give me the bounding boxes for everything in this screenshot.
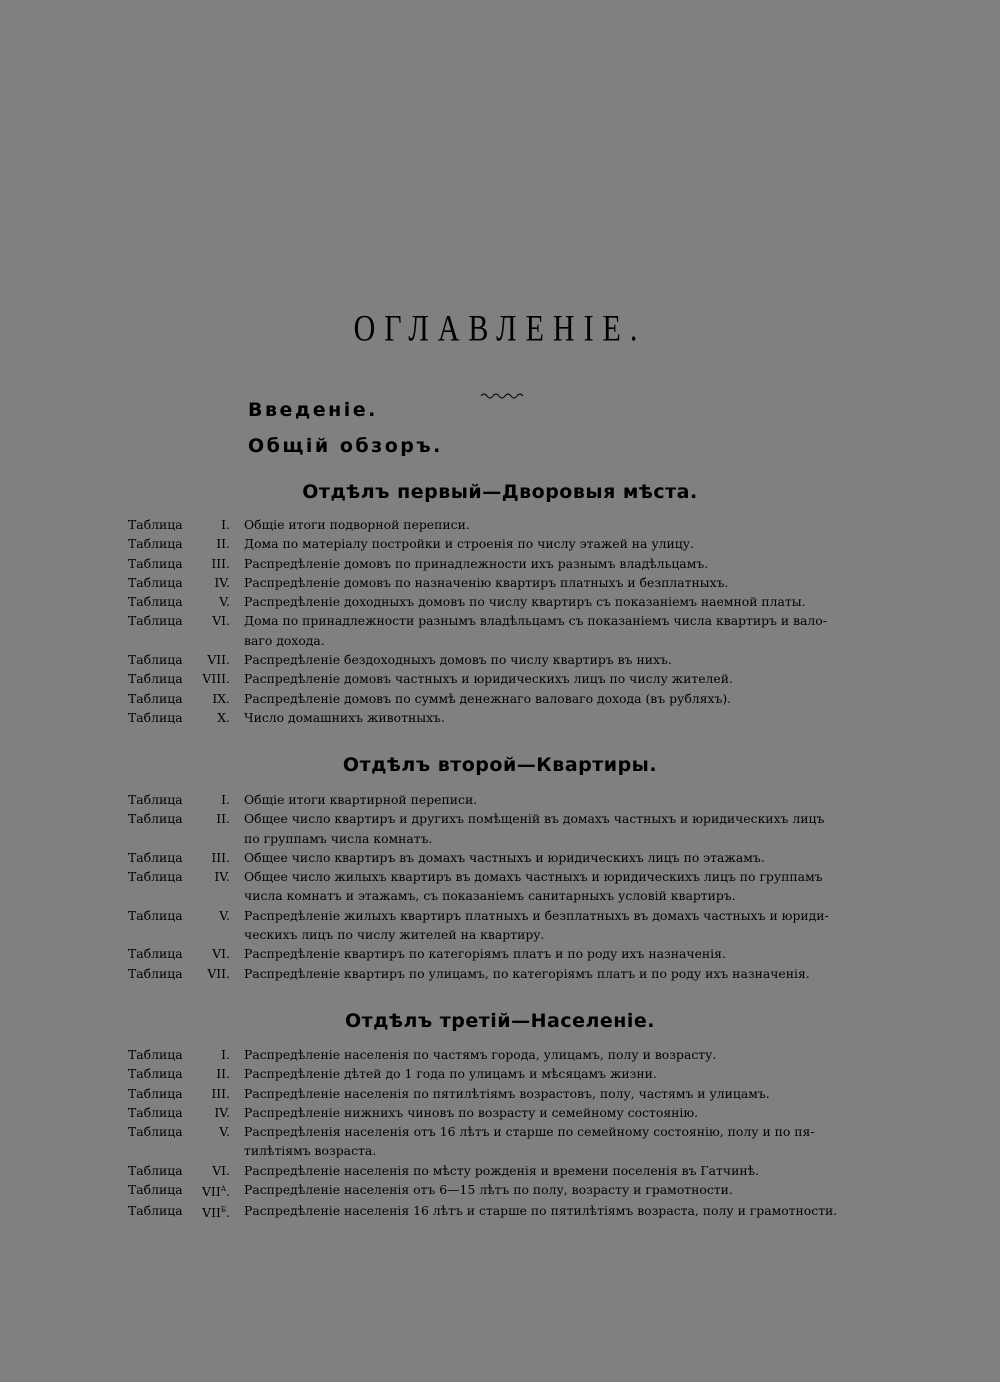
list-item: Таблица IX. Распредѣленіе домовъ по суммѣ денежнаго валоваго дохода (въ рубляхъ). xyxy=(128,690,732,706)
list-item: Таблица II. Общее число квартиръ и другихъ помѣщеній въ домахъ частныхъ и юридическихъ лицъ по группамъ числа комнатъ. xyxy=(128,811,825,846)
page-title: ОГЛАВЛЕНІЕ. xyxy=(353,307,647,349)
section-title-2: Отдѣлъ второй—Квартиры. xyxy=(342,754,658,776)
intro-item-introduction: Введеніе. xyxy=(248,399,378,421)
list-item: Таблица V. Распредѣленіе жилыхъ квартиръ платныхъ и безплатныхъ въ домахъ частныхъ и юриди- ческихъ лицъ по числу жителей на квартиру. xyxy=(128,907,829,943)
section-title-1: Отдѣлъ первый—Дворовыя мѣста. xyxy=(302,481,698,503)
list-item: Таблица II. Распредѣленіе дѣтей до 1 года по улицамъ и мѣсяцамъ жизни. xyxy=(128,1066,657,1082)
list-item: Таблица VIII. Распредѣленіе домовъ частныхъ и юридическихъ лицъ по числу жителей. xyxy=(128,671,733,687)
list-item: Таблица III. Распредѣленіе населенія по пятилѣтіямъ возрастовъ, полу, частямъ и улицамъ. xyxy=(128,1085,770,1101)
list-item: Таблица IV. Распредѣленіе нижнихъ чиновъ по возрасту и семейному состоянію. xyxy=(128,1104,699,1120)
list-item: Таблица $VII^Б$. Распредѣленіе населенія 16 лѣтъ и старше по пятилѣтіямъ возраста, полу и грамотности. xyxy=(128,1203,838,1221)
list-item: Таблица VI. Распредѣленіе населенія по мѣсту рожденія и времени поселенія въ Гатчинѣ. xyxy=(128,1162,759,1178)
list-item: Таблица VI. Дома по принадлежности разнымъ владѣльцамъ съ показаніемъ числа квартиръ и вало- ваго дохода. xyxy=(128,613,827,648)
list-item: Таблица I. Общіе итоги подворной переписи. xyxy=(128,517,470,532)
decorative-flourish-icon xyxy=(480,390,526,400)
list-item: Таблица I. Распредѣленіе населенія по частямъ города, улицамъ, полу и возрасту. xyxy=(128,1047,717,1062)
list-item: Таблица VII. Распредѣленіе квартиръ по улицамъ, по категоріямъ платъ и по роду ихъ назначенія. xyxy=(128,965,810,981)
list-item: Таблица V. Распредѣленіе доходныхъ домовъ по числу квартиръ съ показаніемъ наемной платы. xyxy=(128,594,806,610)
list-item: Таблица X. Число домашнихъ животныхъ. xyxy=(128,709,445,725)
list-item: Таблица III. Распредѣленіе домовъ по принадлежности ихъ разнымъ владѣльцамъ. xyxy=(128,555,709,571)
section-2-table-list xyxy=(128,790,888,983)
intro-item-overview: Общій обзоръ. xyxy=(248,435,443,457)
list-item: Таблица I. Общіе итоги квартирной переписи. xyxy=(128,792,478,807)
list-item: Таблица II. Дома по матеріалу постройки и строенія по числу этажей на улицу. xyxy=(128,536,695,552)
section-3-table-list xyxy=(128,1045,888,1223)
list-item: Таблица VI. Распредѣленіе квартиръ по категоріямъ платъ и по роду ихъ назначенія. xyxy=(128,946,726,962)
section-1-table-list xyxy=(128,515,888,727)
list-item: Таблица V. Распредѣленія населенія отъ 16 лѣтъ и старше по семейному состоянію, полу и по пя- тилѣтіямъ возраста. xyxy=(128,1124,815,1159)
list-item: Таблица IV. Общее число жилыхъ квартиръ въ домахъ частныхъ и юридическихъ лицъ по группамъ числа комнатъ и этажамъ, съ показаніемъ санитарныхъ условій квартиръ. xyxy=(128,869,823,904)
section-title-3: Отдѣлъ третій—Населеніе. xyxy=(344,1010,656,1032)
list-item: Таблица $VII^А$. Распредѣленіе населенія отъ 6—15 лѣтъ по полу, возрасту и грамотности. xyxy=(128,1182,733,1200)
list-item: Таблица VII. Распредѣленіе бездоходныхъ домовъ по числу квартиръ въ нихъ. xyxy=(128,652,672,668)
list-item: Таблица III. Общее число квартиръ въ домахъ частныхъ и юридическихъ лицъ по этажамъ. xyxy=(128,849,765,865)
list-item: Таблица IV. Распредѣленіе домовъ по назначенію квартиръ платныхъ и безплатныхъ. xyxy=(128,574,729,590)
